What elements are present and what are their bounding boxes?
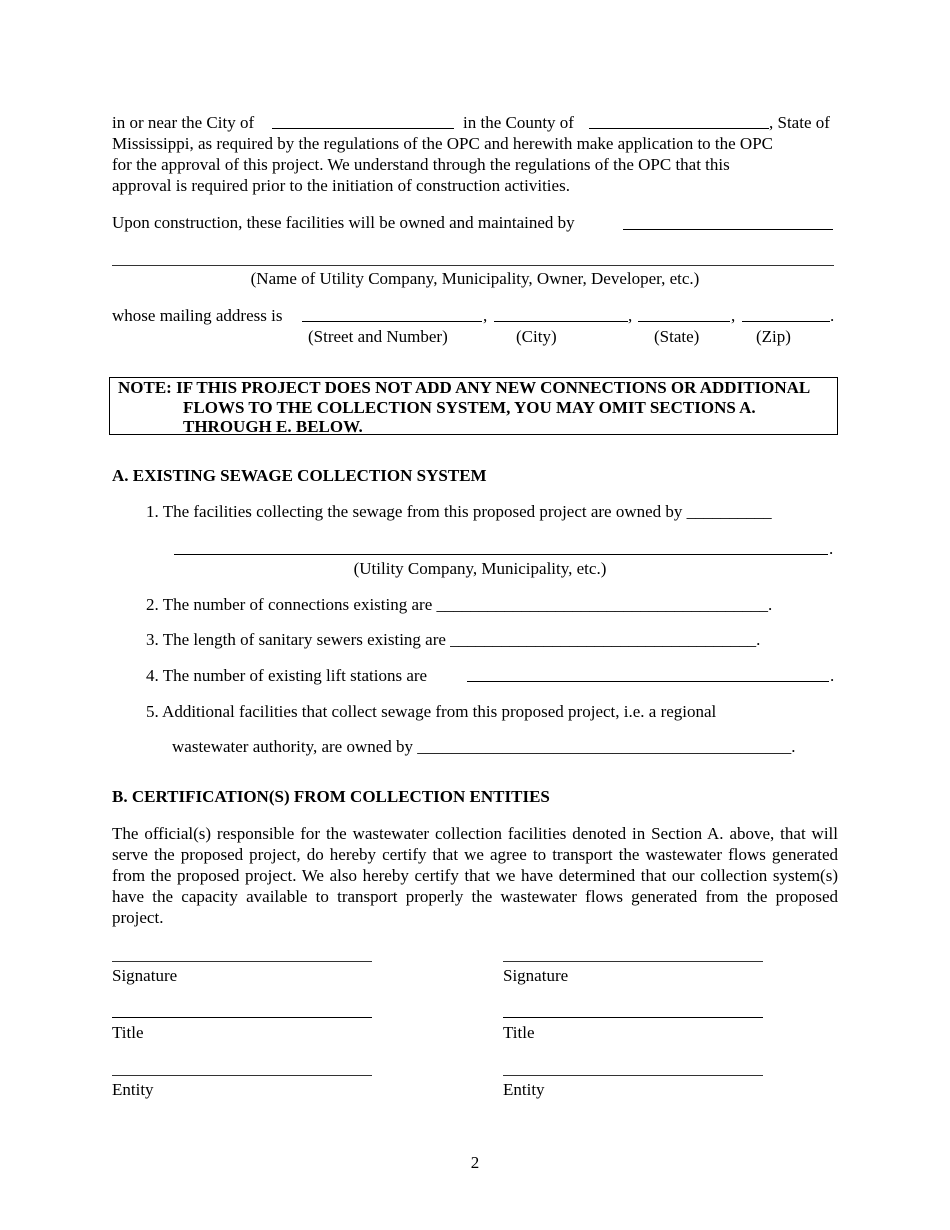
title-line-left[interactable]: [112, 1017, 372, 1018]
section-b-paragraph: The official(s) responsible for the wastewater collection facilities denoted in Section A. above, that will serve the proposed project, do hereby certify that we agree to transport the wastewater flows generated from the proposed project. We also hereby certify that we have determined that our collection system(s) have the capacity available to transport properly the wastewater flows generated from the proposed project.: [112, 824, 838, 927]
signature-label-right: Signature: [503, 966, 569, 985]
section-a-item-1: 1. The facilities collecting the sewage from this proposed project are owned by __________: [146, 502, 772, 521]
ownership-caption: (Name of Utility Company, Municipality, Owner, Developer, etc.): [250, 269, 700, 288]
mailing-comma-3: ,: [731, 306, 736, 325]
entity-line-right[interactable]: [503, 1075, 763, 1076]
street-caption: (Street and Number): [308, 327, 448, 346]
note-line-3: THROUGH E. BELOW.: [183, 417, 363, 436]
entity-line-left[interactable]: [112, 1075, 372, 1076]
section-b-heading: B. CERTIFICATION(S) FROM COLLECTION ENTITIES: [112, 787, 550, 806]
section-a-heading: A. EXISTING SEWAGE COLLECTION SYSTEM: [112, 466, 487, 485]
intro-line-3: for the approval of this project. We understand through the regulations of the OPC that this: [112, 155, 730, 174]
owner-blank-continued[interactable]: [112, 265, 834, 266]
county-blank[interactable]: [589, 128, 769, 129]
page-number: 2: [470, 1153, 480, 1172]
mailing-label: whose mailing address is: [112, 306, 283, 325]
intro-line-2: Mississippi, as required by the regulations of the OPC and herewith make application to the OPC: [112, 134, 773, 153]
city-blank[interactable]: [272, 128, 454, 129]
state-blank[interactable]: [638, 321, 730, 322]
mailing-comma-1: ,: [483, 306, 488, 325]
item-4-period: .: [830, 666, 835, 685]
intro-county-label: in the County of: [463, 113, 574, 132]
owner-blank[interactable]: [623, 229, 833, 230]
zip-blank[interactable]: [742, 321, 830, 322]
city-address-blank[interactable]: [494, 321, 628, 322]
signature-line-right[interactable]: [503, 961, 763, 962]
signature-label-left: Signature: [112, 966, 178, 985]
intro-city-label: in or near the City of: [112, 113, 255, 132]
entity-label-left: Entity: [112, 1080, 154, 1099]
intro-line-4: approval is required prior to the initiation of construction activities.: [112, 176, 570, 195]
section-a-item-5-line-1: 5. Additional facilities that collect sewage from this proposed project, i.e. a regional: [146, 702, 717, 721]
signature-line-left[interactable]: [112, 961, 372, 962]
city-caption: (City): [516, 327, 557, 346]
ownership-text: Upon construction, these facilities will be owned and maintained by: [112, 213, 575, 232]
section-a-item-5-line-2: wastewater authority, are owned by ____________________________________________.: [172, 737, 796, 756]
mailing-comma-2: ,: [628, 306, 633, 325]
zip-caption: (Zip): [756, 327, 791, 346]
note-line-1: NOTE: IF THIS PROJECT DOES NOT ADD ANY NEW CONNECTIONS OR ADDITIONAL: [118, 378, 811, 397]
title-label-left: Title: [112, 1023, 144, 1042]
item-1-caption: (Utility Company, Municipality, etc.): [353, 559, 607, 578]
title-label-right: Title: [503, 1023, 535, 1042]
street-blank[interactable]: [302, 321, 482, 322]
note-line-2: FLOWS TO THE COLLECTION SYSTEM, YOU MAY OMIT SECTIONS A.: [183, 398, 756, 417]
title-line-right[interactable]: [503, 1017, 763, 1018]
entity-label-right: Entity: [503, 1080, 545, 1099]
mailing-period: .: [830, 306, 835, 325]
intro-state-label: , State of: [769, 113, 830, 132]
item-4-blank[interactable]: [467, 681, 829, 682]
item-1-period: .: [829, 539, 834, 558]
section-a-item-4: 4. The number of existing lift stations are: [146, 666, 428, 685]
section-a-item-2: 2. The number of connections existing are _______________________________________.: [146, 595, 773, 614]
section-a-item-3: 3. The length of sanitary sewers existing are ____________________________________.: [146, 630, 761, 649]
state-caption: (State): [654, 327, 700, 346]
item-1-owner-blank[interactable]: [174, 554, 828, 555]
